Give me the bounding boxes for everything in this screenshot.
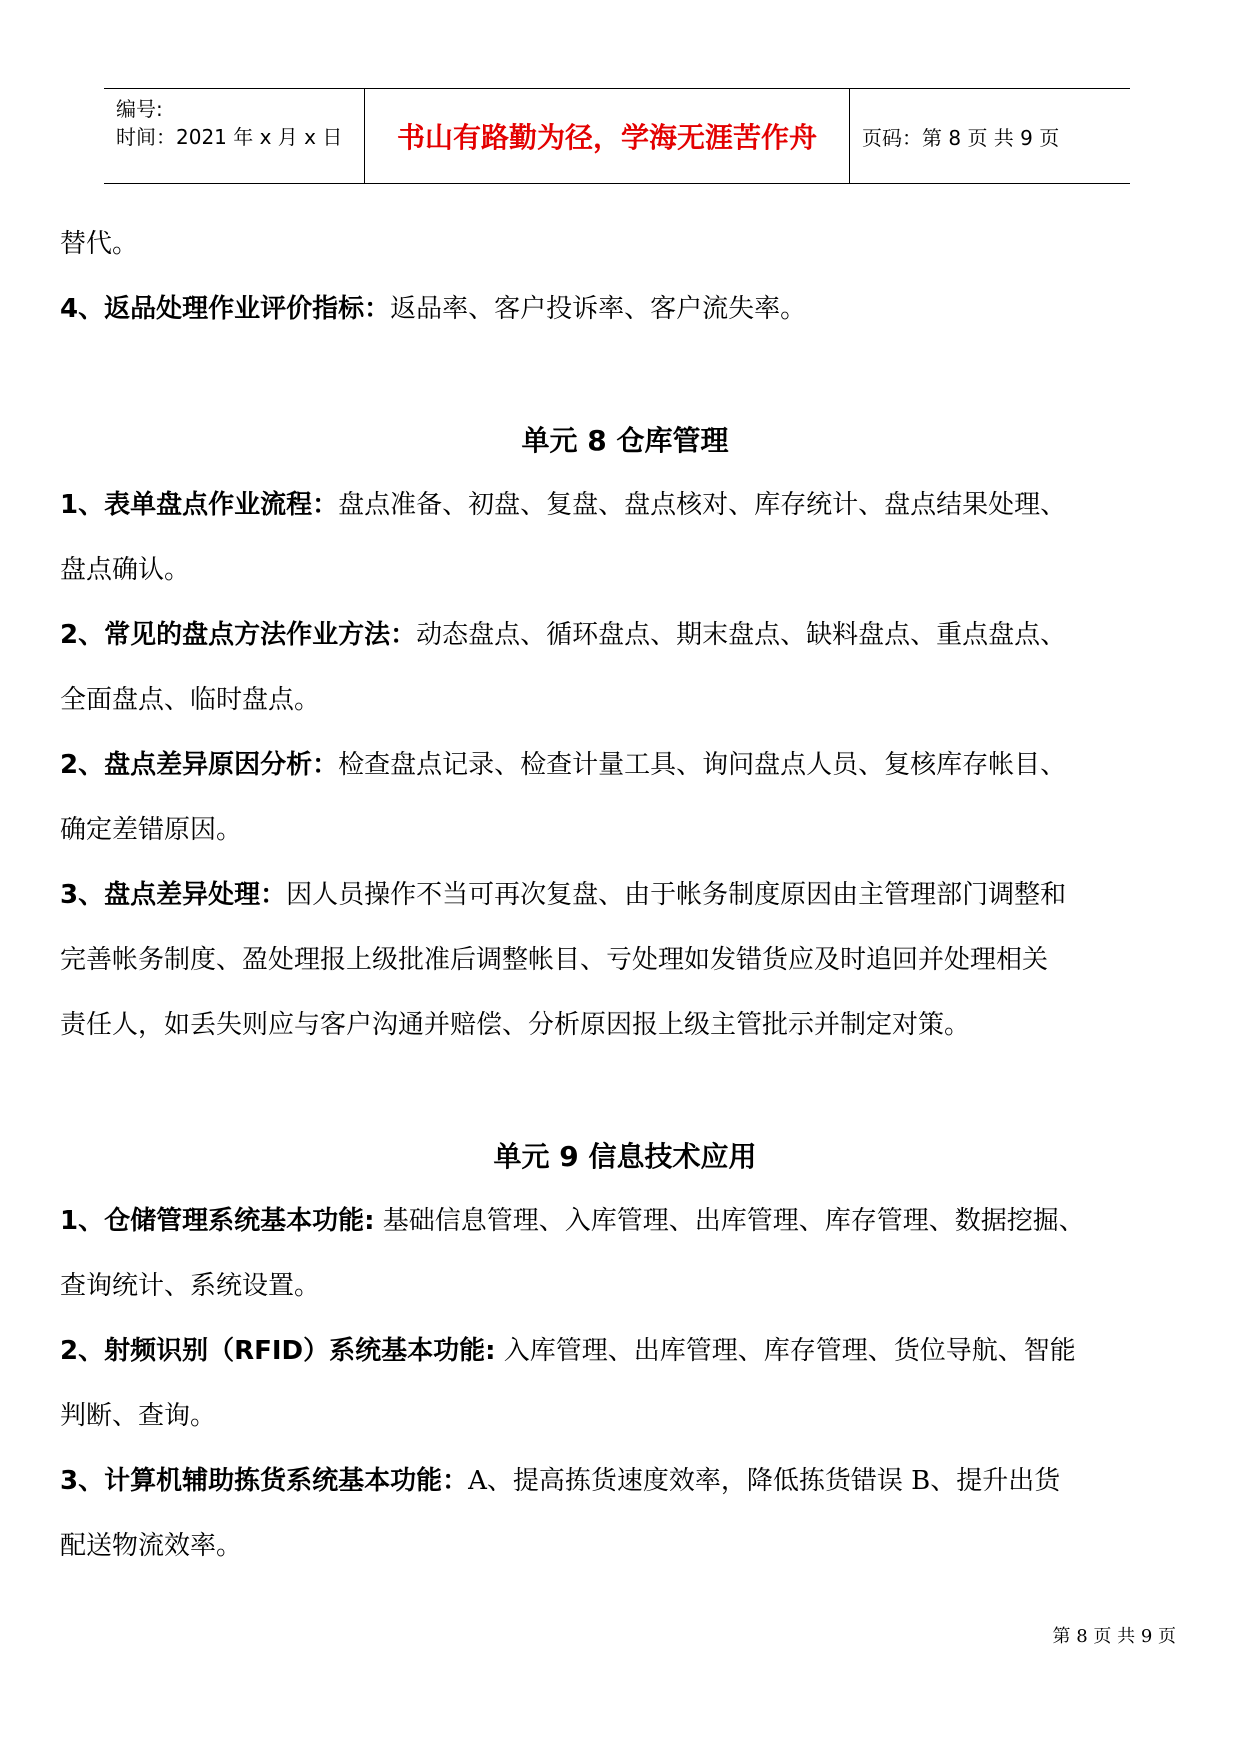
paragraph-wms-functions xyxy=(60,1189,1190,1254)
document-body xyxy=(60,212,1190,1579)
paragraph-returns-metrics xyxy=(60,277,1190,342)
paragraph-title: 2、射频识别（RFID）系统基本功能: xyxy=(60,1336,496,1366)
section-heading-unit9: 单元 9 信息技术应用 xyxy=(493,1140,757,1173)
paragraph-text: 入库管理、出库管理、库存管理、货位导航、智能 xyxy=(495,1336,1076,1366)
paragraph-title: 2、常见的盘点方法作业方法： xyxy=(60,620,417,650)
header-motto: 书山有路勤为径，学海无涯苦作舟 xyxy=(364,89,850,183)
paragraph-title: 2、盘点差异原因分析： xyxy=(60,750,339,780)
text-line: 确定差错原因。 xyxy=(60,815,243,845)
paragraph-text: 因人员操作不当可再次复盘、由于帐务制度原因由主管理部门调整和 xyxy=(286,880,1067,910)
paragraph-inventory-process xyxy=(60,473,1190,538)
header-page-label: 页码：第 8 页 共 9 页 xyxy=(862,125,1060,150)
paragraph-difference-analysis xyxy=(60,733,1190,798)
paragraph-title: 1、仓储管理系统基本功能: xyxy=(60,1206,375,1236)
page-footer: 第 8 页 共 9 页 xyxy=(1052,1626,1176,1647)
text-line: 查询统计、系统设置。 xyxy=(60,1271,321,1301)
time-label: 时间：2021 年 x 月 x 日 xyxy=(116,125,343,149)
paragraph-title: 3、盘点差异处理： xyxy=(60,880,287,910)
page-header xyxy=(104,88,1130,184)
paragraph-text: 检查盘点记录、检查计量工具、询问盘点人员、复核库存帐目、 xyxy=(338,750,1067,780)
text-line: 配送物流效率。 xyxy=(60,1531,243,1561)
paragraph-title: 3、计算机辅助拣货系统基本功能： xyxy=(60,1466,469,1496)
paragraph-text: 盘点准备、初盘、复盘、盘点核对、库存统计、盘点结果处理、 xyxy=(338,490,1067,520)
paragraph-text: 动态盘点、循环盘点、期末盘点、缺料盘点、重点盘点、 xyxy=(416,620,1067,650)
paragraph-inventory-methods xyxy=(60,603,1190,668)
text-line: 完善帐务制度、盈处理报上级批准后调整帐目、亏处理如发错货应及时追回并处理相关 xyxy=(60,945,1049,975)
text-line: 全面盘点、临时盘点。 xyxy=(60,685,321,715)
text-line: 责任人，如丢失则应与客户沟通并赔偿、分析原因报上级主管批示并制定对策。 xyxy=(60,1010,971,1040)
text-line: 判断、查询。 xyxy=(60,1401,217,1431)
paragraph-title: 4、返品处理作业评价指标： xyxy=(60,294,391,324)
paragraph-difference-handling xyxy=(60,863,1190,928)
section-heading-unit8: 单元 8 仓库管理 xyxy=(521,424,729,457)
text-line: 替代。 xyxy=(60,229,139,259)
paragraph-text: A、提高拣货速度效率，降低拣货错误 B、提升出货 xyxy=(468,1466,1061,1496)
paragraph-title: 1、表单盘点作业流程： xyxy=(60,490,339,520)
paragraph-rfid-functions xyxy=(60,1319,1190,1384)
paragraph-text: 基础信息管理、入库管理、出库管理、库存管理、数据挖掘、 xyxy=(374,1206,1085,1236)
header-meta xyxy=(104,89,364,183)
number-label: 编号: xyxy=(116,97,163,121)
paragraph-picking-system xyxy=(60,1449,1190,1514)
paragraph-text: 返品率、客户投诉率、客户流失率。 xyxy=(390,294,807,324)
text-line: 盘点确认。 xyxy=(60,555,191,585)
